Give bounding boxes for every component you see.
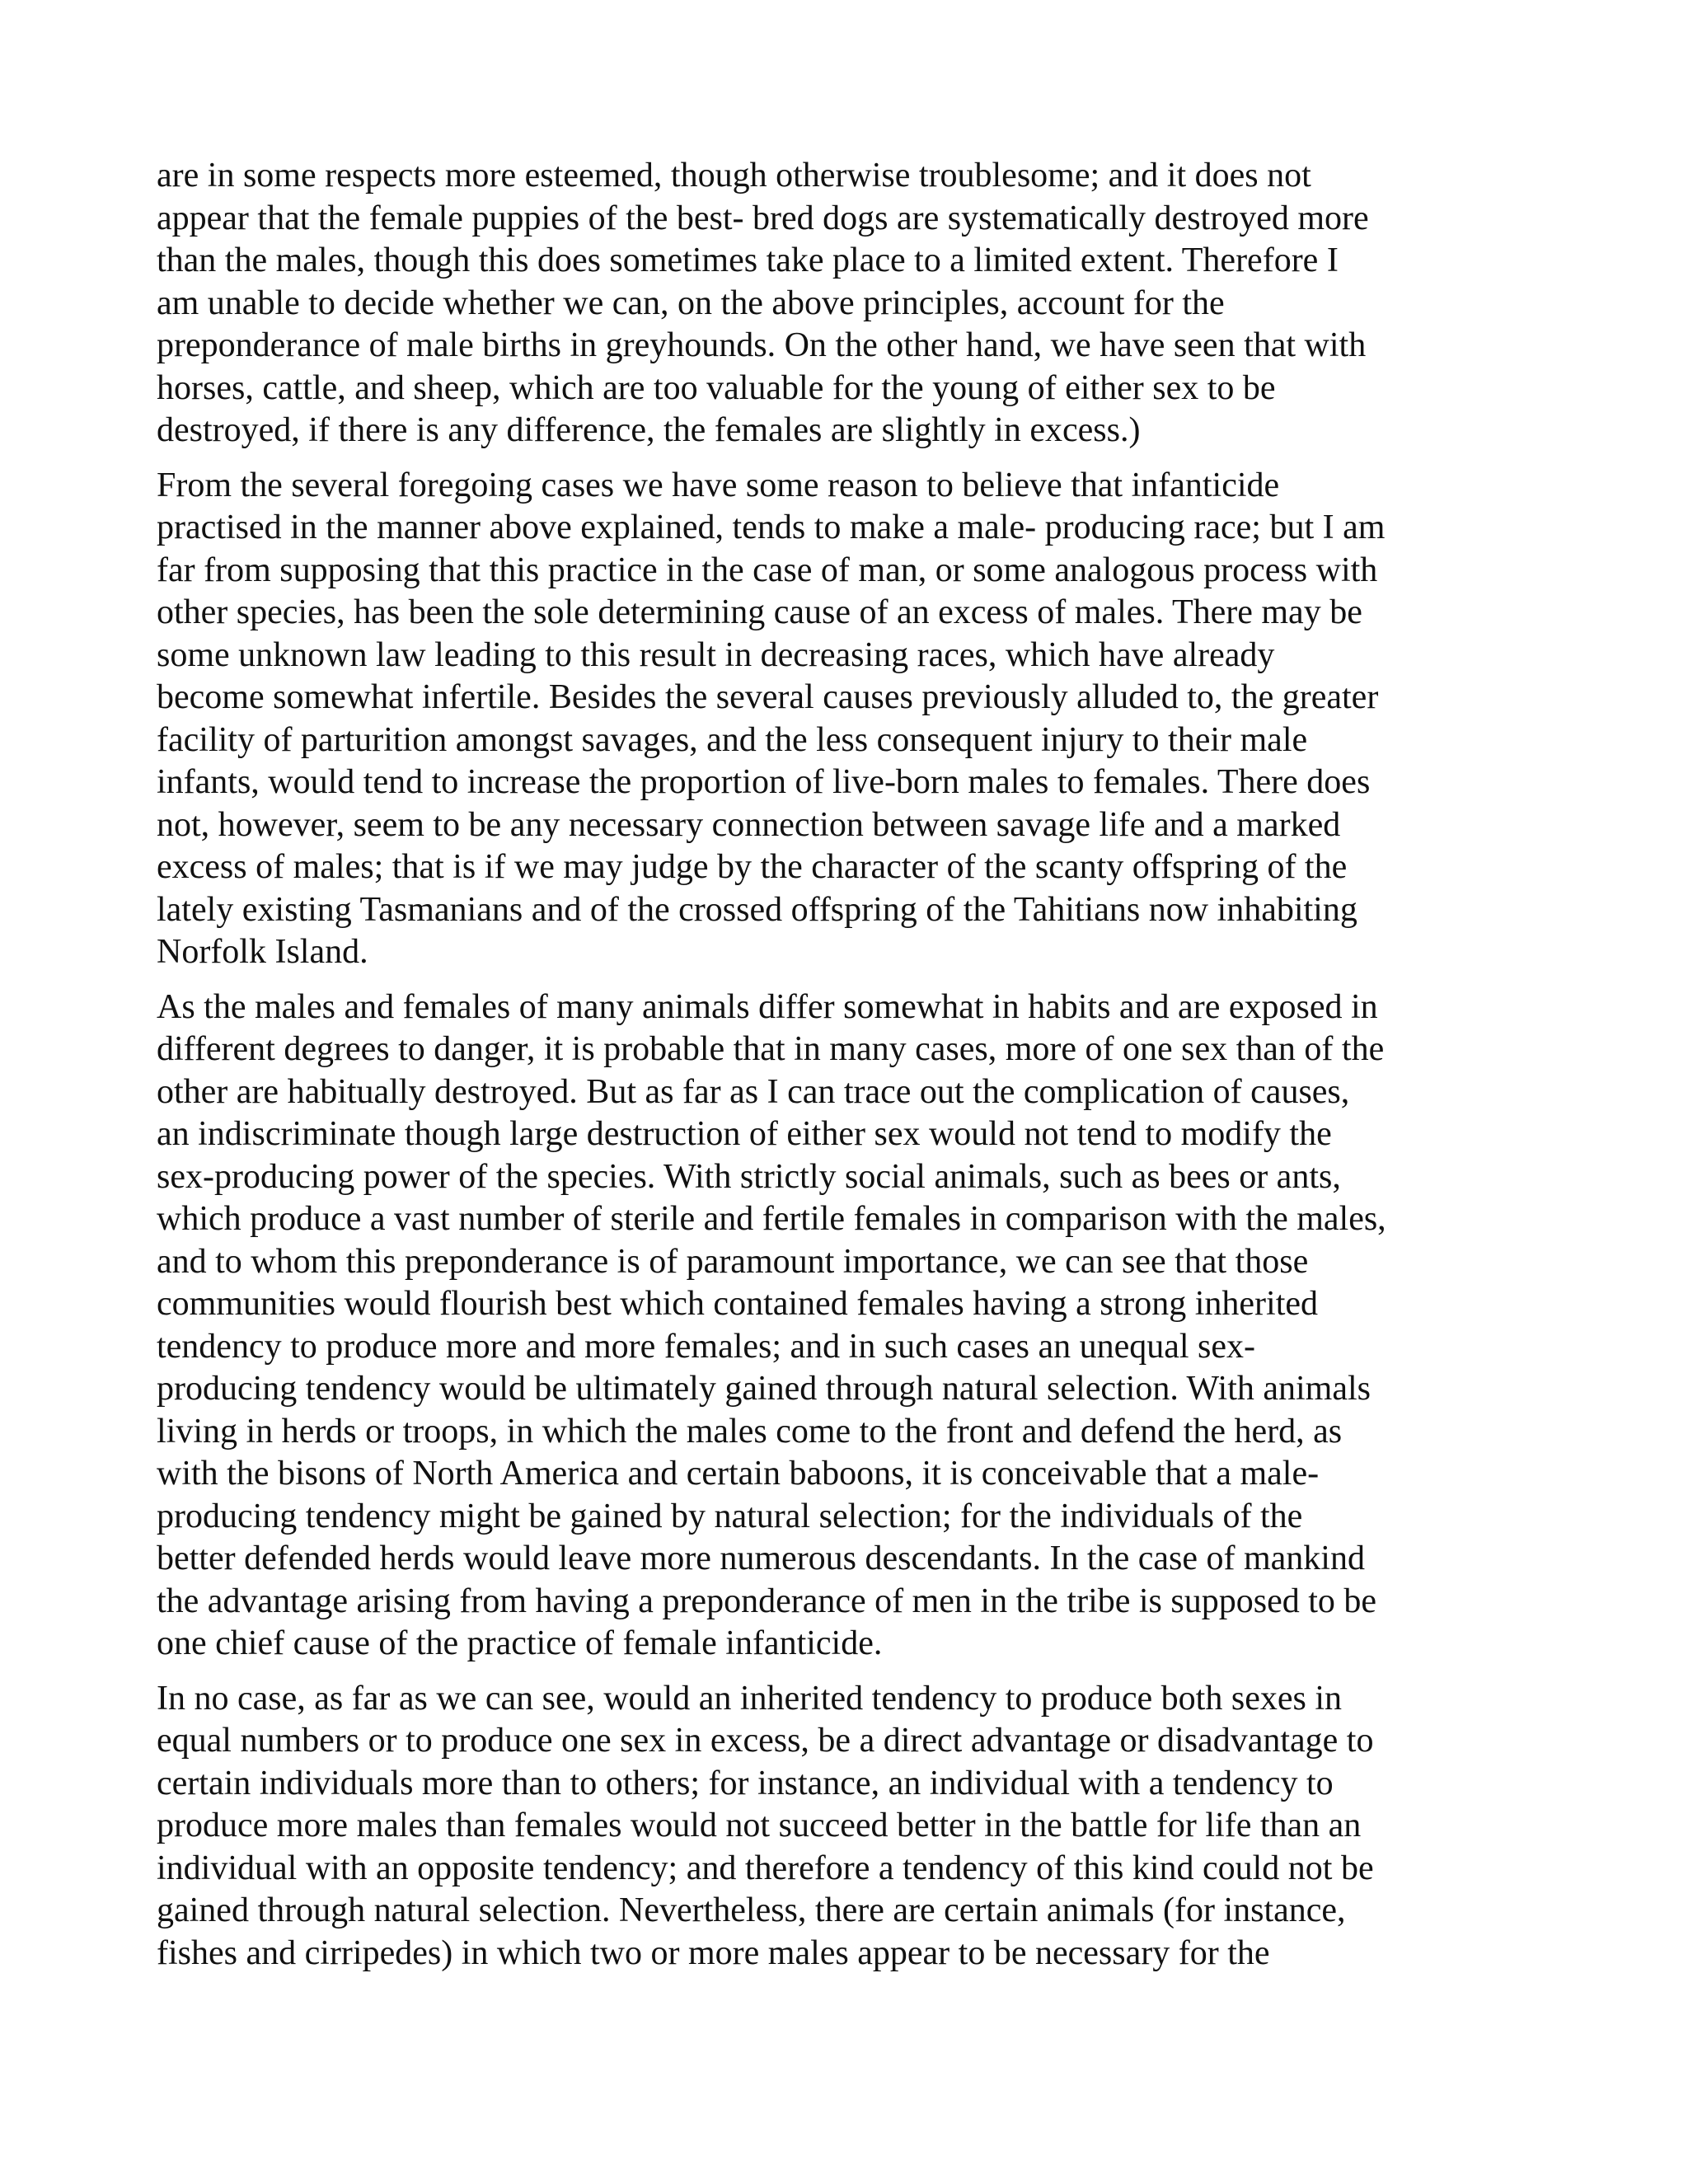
paragraph-2: From the several foregoing cases we have some reason to believe that infanticide practised in the manner above explained, tends to make a male- producing race; but I am far from supposing that this practice in the case of man, or some analogous process with other species, has been the sole determining cause of an excess of males. There may be some unknown law leading to this result in decreasing races, which have already become somewhat infertile. Besides the several causes previously alluded to, the greater facility of parturition amongst savages, and the less consequent injury to their male infants, would tend to increase the proportion of live-born males to females. There does not, however, seem to be any necessary connection between savage life and a marked excess of males; that is if we may judge by the character of the scanty offspring of the lately existing Tasmanians and of the crossed offspring of the Tahitians now inhabiting Norfolk Island.	[157, 466, 1386, 971]
paragraph-3: As the males and females of many animals differ somewhat in habits and are exposed in different degrees to danger, it is probable that in many cases, more of one sex than of the other are habitually destroyed. But as far as I can trace out the complication of causes, an indiscriminate though large destruction of either sex would not tend to modify the sex-producing power of the species. With strictly social animals, such as bees or ants, which produce a vast number of sterile and fertile females in comparison with the males, and to whom this preponderance is of paramount importance, we can see that those communities would flourish best which contained females having a strong inherited tendency to produce more and more females; and in such cases an unequal sex- producing tendency would be ultimately gained through natural selection. With animals living in herds or troops, in which the males come to the front and defend the herd, as with the bisons of North America and certain baboons, it is conceivable that a male- producing tendency might be gained by natural selection; for the individuals of the better defended herds would leave more numerous descendants. In the case of mankind the advantage arising from having a preponderance of men in the tribe is supposed to be one chief cause of the practice of female infanticide.	[157, 987, 1386, 1662]
paragraph-1: are in some respects more esteemed, though otherwise troublesome; and it does not appear that the female puppies of the best- bred dogs are systematically destroyed more than the males, though this does sometimes take place to a limited extent. Therefore I am unable to decide whether we can, on the above principles, account for the preponderance of male births in greyhounds. On the other hand, we have seen that with horses, cattle, and sheep, which are too valuable for the young of either sex to be destroyed, if there is any difference, the females are slightly in excess.)	[157, 157, 1369, 449]
paragraph-4: In no case, as far as we can see, would an inherited tendency to produce both sexes in equal numbers or to produce one sex in excess, be a direct advantage or disadvantage to certain individuals more than to others; for instance, an individual with a tendency to produce more males than females would not succeed better in the battle for life than an individual with an opposite tendency; and therefore a tendency of this kind could not be gained through natural selection. Nevertheless, there are certain animals (for instance, fishes and cirripedes) in which two or more males appear to be necessary for the	[157, 1679, 1374, 1972]
